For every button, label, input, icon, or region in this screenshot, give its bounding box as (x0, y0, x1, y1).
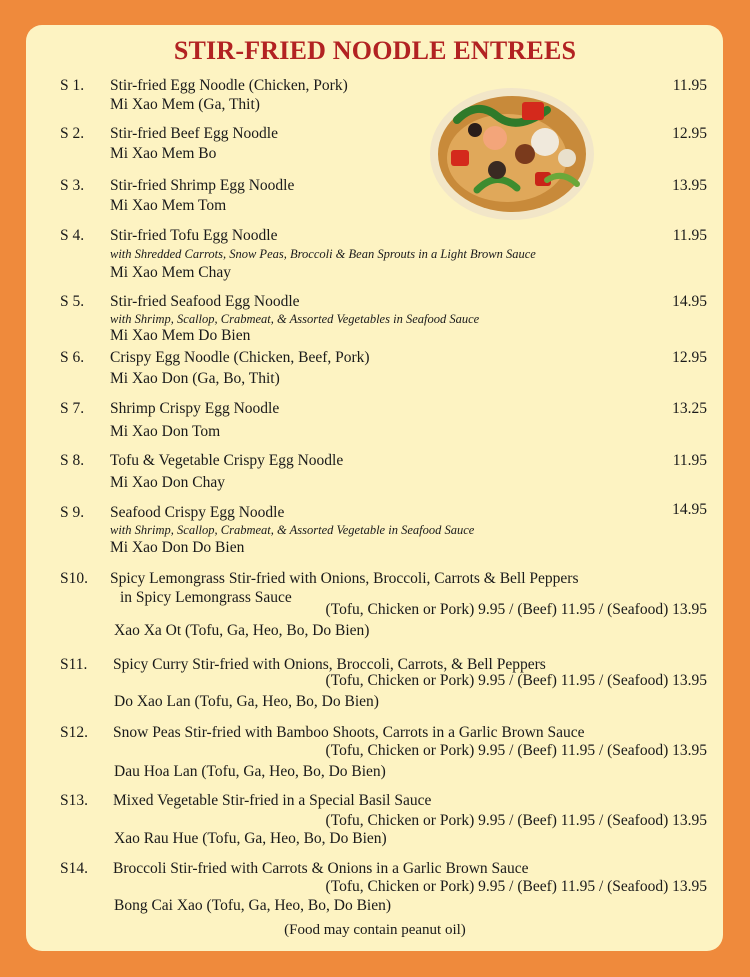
item-name: Stir-fried Shrimp Egg Noodle (110, 177, 295, 194)
item-code: S 5. (60, 293, 85, 310)
item-code: S 7. (60, 400, 85, 417)
item-price: 11.95 (672, 227, 707, 244)
item-description: with Shredded Carrots, Snow Peas, Broccoli & Bean Sprouts in a Light Brown Sauce (110, 247, 536, 261)
item-viet-name: Dau Hoa Lan (Tofu, Ga, Heo, Bo, Do Bien) (114, 763, 386, 780)
item-viet-name: Xao Xa Ot (Tofu, Ga, Heo, Bo, Do Bien) (114, 622, 370, 639)
item-price: 11.95 (672, 452, 707, 469)
item-name: Mixed Vegetable Stir-fried in a Special Basil Sauce (113, 792, 432, 809)
item-description: with Shrimp, Scallop, Crabmeat, & Assorted Vegetable in Seafood Sauce (110, 523, 475, 537)
item-prices: (Tofu, Chicken or Pork) 9.95 / (Beef) 11.95 / (Seafood) 13.95 (325, 742, 707, 759)
item-viet-name: Mi Xao Mem Bo (110, 145, 217, 162)
item-price: 13.95 (672, 177, 707, 194)
item-code: S 3. (60, 177, 85, 194)
noodle-dish-photo (427, 80, 597, 222)
item-name: Crispy Egg Noodle (Chicken, Beef, Pork) (110, 349, 370, 366)
item-name: Tofu & Vegetable Crispy Egg Noodle (110, 452, 344, 469)
item-viet-name: Mi Xao Don (Ga, Bo, Thit) (110, 370, 280, 387)
item-viet-name: Mi Xao Mem (Ga, Thit) (110, 96, 260, 113)
item-code: S 6. (60, 349, 85, 366)
item-name: Seafood Crispy Egg Noodle (110, 504, 285, 521)
item-code: S12. (60, 724, 88, 741)
item-name-continued: in Spicy Lemongrass Sauce (120, 589, 292, 606)
item-price: 14.95 (672, 501, 707, 518)
item-price: 11.95 (672, 77, 707, 94)
item-price: 12.95 (672, 125, 707, 142)
item-viet-name: Bong Cai Xao (Tofu, Ga, Heo, Bo, Do Bien) (114, 897, 392, 914)
item-viet-name: Do Xao Lan (Tofu, Ga, Heo, Bo, Do Bien) (114, 693, 379, 710)
item-name: Broccoli Stir-fried with Carrots & Onions in a Garlic Brown Sauce (113, 860, 529, 877)
item-code: S 4. (60, 227, 85, 244)
item-name: Spicy Curry Stir-fried with Onions, Broccoli, Carrots, & Bell Peppers (113, 656, 546, 673)
item-price: 14.95 (672, 293, 707, 310)
item-viet-name: Mi Xao Mem Tom (110, 197, 227, 214)
item-name: Snow Peas Stir-fried with Bamboo Shoots, Carrots in a Garlic Brown Sauce (113, 724, 585, 741)
item-code: S 8. (60, 452, 85, 469)
item-prices: (Tofu, Chicken or Pork) 9.95 / (Beef) 11.95 / (Seafood) 13.95 (325, 812, 707, 829)
item-name: Spicy Lemongrass Stir-fried with Onions, Broccoli, Carrots & Bell Peppers (110, 570, 579, 587)
item-viet-name: Xao Rau Hue (Tofu, Ga, Heo, Bo, Do Bien) (114, 830, 387, 847)
item-viet-name: Mi Xao Mem Chay (110, 264, 231, 281)
item-viet-name: Mi Xao Don Chay (110, 474, 225, 491)
item-name: Stir-fried Beef Egg Noodle (110, 125, 278, 142)
item-viet-name: Mi Xao Don Tom (110, 423, 221, 440)
page-title: STIR-FRIED NOODLE ENTREES (173, 36, 577, 65)
item-code: S11. (60, 656, 88, 673)
item-name: Stir-fried Egg Noodle (Chicken, Pork) (110, 77, 348, 94)
item-name: Stir-fried Seafood Egg Noodle (110, 293, 300, 310)
item-price: 12.95 (672, 349, 707, 366)
item-price: 13.25 (672, 400, 707, 417)
item-code: S 2. (60, 125, 85, 142)
item-prices: (Tofu, Chicken or Pork) 9.95 / (Beef) 11.95 / (Seafood) 13.95 (325, 878, 707, 895)
item-code: S 9. (60, 504, 85, 521)
item-code: S13. (60, 792, 88, 809)
item-prices: (Tofu, Chicken or Pork) 9.95 / (Beef) 11.95 / (Seafood) 13.95 (325, 601, 707, 618)
item-viet-name: Mi Xao Don Do Bien (110, 539, 245, 556)
item-name: Shrimp Crispy Egg Noodle (110, 400, 280, 417)
item-code: S10. (60, 570, 88, 587)
item-code: S14. (60, 860, 88, 877)
item-prices: (Tofu, Chicken or Pork) 9.95 / (Beef) 11.95 / (Seafood) 13.95 (325, 672, 707, 689)
item-code: S 1. (60, 77, 85, 94)
item-name: Stir-fried Tofu Egg Noodle (110, 227, 278, 244)
allergy-note: (Food may contain peanut oil) (284, 922, 466, 938)
item-viet-name: Mi Xao Mem Do Bien (110, 327, 251, 344)
item-description: with Shrimp, Scallop, Crabmeat, & Assorted Vegetables in Seafood Sauce (110, 312, 480, 326)
